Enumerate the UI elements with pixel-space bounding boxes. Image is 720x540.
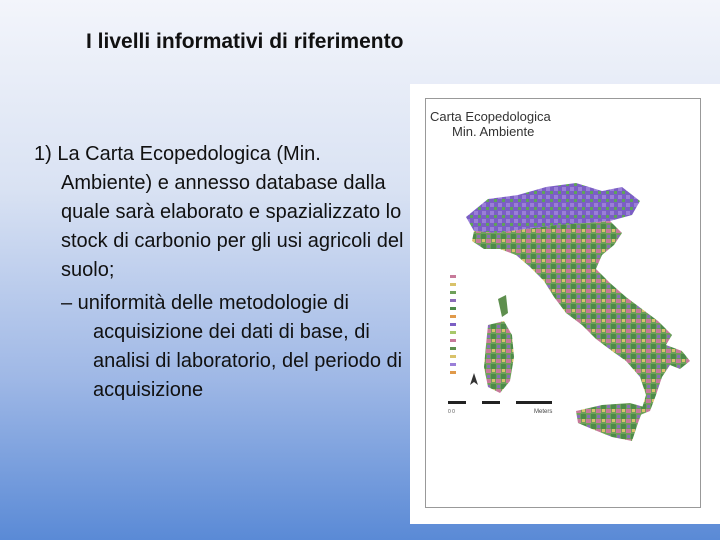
italy-soil-map <box>426 99 700 507</box>
sicily <box>576 403 644 441</box>
map-title-line2: Min. Ambiente <box>452 124 535 139</box>
bullet-item: 1) La Carta Ecopedologica (Min. Ambiente) e annesso database dalla quale sarà elaborato e spazializzato lo stock di carbonio per gli usi agricoli del suolo; <box>34 143 404 281</box>
scale-label: Meters <box>534 409 553 415</box>
map-panel <box>410 84 720 524</box>
map-title-line1: Carta Ecopedologica <box>430 109 551 124</box>
bullet-list <box>34 140 406 405</box>
map-frame <box>425 98 701 508</box>
sardinia <box>484 321 514 393</box>
north-arrow-icon <box>470 373 478 385</box>
svg-text:0 0: 0 0 <box>448 409 455 415</box>
map-title <box>430 109 551 139</box>
sub-bullet-item: – uniformità delle metodologie di acquisizione dei dati di base, di analisi di laboratorio, del periodo di acquisizione <box>61 292 403 401</box>
map-legend <box>450 275 456 374</box>
slide-title: I livelli informativi di riferimento <box>86 30 404 53</box>
corsica <box>498 295 508 317</box>
